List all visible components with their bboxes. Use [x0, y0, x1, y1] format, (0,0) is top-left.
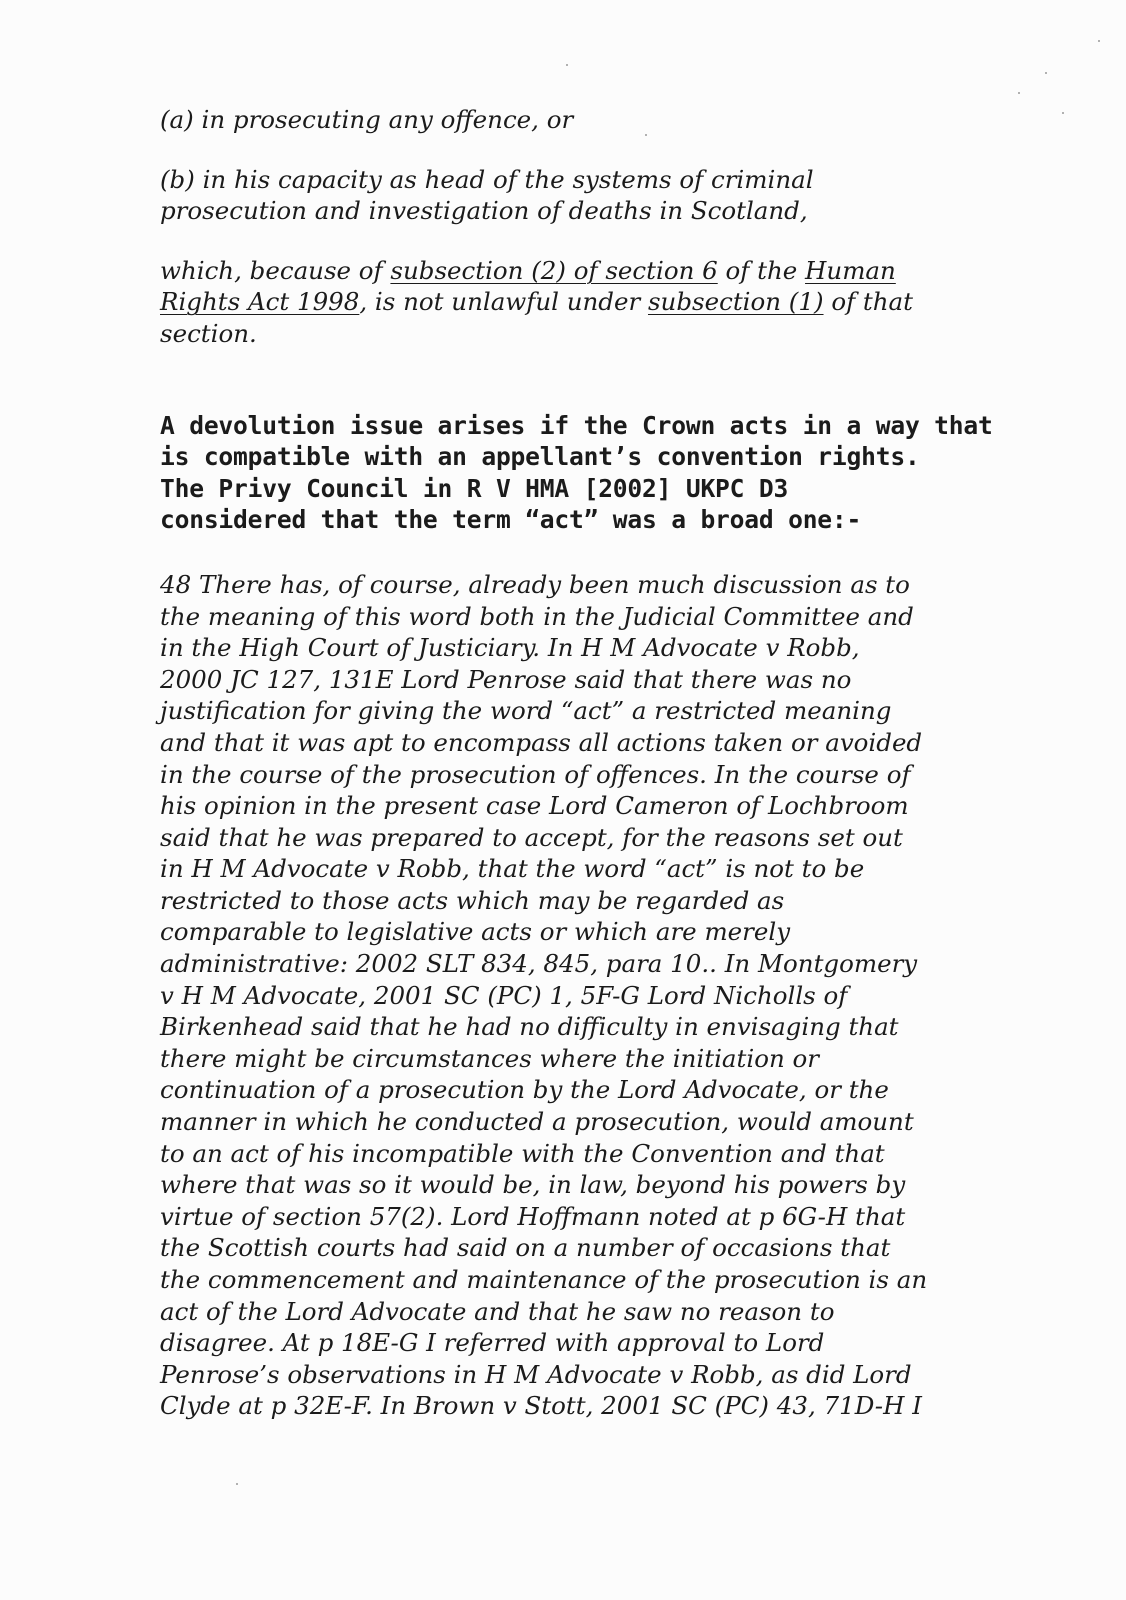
bold-line: is compatible with an appellant’s convention rights. — [160, 442, 920, 472]
quote-line: and that it was apt to encompass all actions taken or avoided — [160, 727, 923, 757]
subsection-2-link[interactable]: subsection (2) of section 6 — [390, 255, 718, 285]
quote-line: act of the Lord Advocate and that he saw no reason to — [160, 1296, 835, 1326]
item-b-line: (b) in his capacity as head of the systems of criminal — [160, 164, 814, 194]
quote-line: disagree. At p 18E-G I referred with approval to Lord — [160, 1328, 825, 1358]
bold-paragraph — [160, 410, 993, 536]
which-clause-line — [160, 255, 980, 287]
which-clause-line — [160, 286, 980, 318]
quote-line: the Scottish courts had said on a number of occasions that — [160, 1233, 891, 1263]
quote-line: where that was so it would be, in law, beyond his powers by — [160, 1170, 906, 1200]
which-clause-line: section. — [160, 318, 257, 348]
bold-line: A devolution issue arises if the Crown acts in a way that — [160, 410, 993, 440]
item-a-text: (a) in prosecuting any offence, or — [160, 105, 574, 134]
clause-text: , is not unlawful under — [359, 287, 648, 317]
human-rights-act-link[interactable]: Rights Act 1998 — [160, 287, 360, 317]
quoted-paragraph-48 — [160, 569, 980, 1422]
quote-line: comparable to legislative acts or which are merely — [160, 917, 791, 947]
quote-line: manner in which he conducted a prosecution, would amount — [160, 1107, 914, 1137]
quote-line: continuation of a prosecution by the Lord Advocate, or the — [160, 1075, 889, 1105]
clause-text: of the — [717, 255, 806, 285]
bold-line: The Privy Council in R V HMA [2002] UKPC D3 — [160, 473, 789, 503]
clause-text: which, because of — [160, 255, 391, 285]
human-rights-act-link[interactable]: Human — [805, 255, 896, 285]
subsection-1-link[interactable]: subsection (1) — [647, 287, 824, 317]
scan-speck — [1062, 112, 1064, 114]
quote-line: justification for giving the word “act” a restricted meaning — [160, 696, 892, 726]
quote-line: in the course of the prosecution of offences. In the course of — [160, 759, 911, 789]
quote-line: v H M Advocate, 2001 SC (PC) 1, 5F-G Lord Nicholls of — [160, 980, 848, 1010]
quote-line: in the High Court of Justiciary. In H M Advocate v Robb, — [160, 633, 860, 663]
quote-line: his opinion in the present case Lord Cameron of Lochbroom — [160, 791, 909, 821]
quote-line: Clyde at p 32E-F. In Brown v Stott, 2001 SC (PC) 43, 71D-H I — [160, 1391, 922, 1421]
quote-line: in H M Advocate v Robb, that the word “act” is not to be — [160, 854, 865, 884]
quote-line: the meaning of this word both in the Judicial Committee and — [160, 601, 914, 631]
item-a — [160, 104, 980, 136]
quote-line: the commencement and maintenance of the prosecution is an — [160, 1265, 928, 1294]
clause-text: of that — [823, 287, 914, 317]
item-b — [160, 164, 980, 227]
quote-line: virtue of section 57(2). Lord Hoffmann noted at p 6G-H that — [160, 1201, 906, 1231]
quote-line: to an act of his incompatible with the Convention and that — [160, 1138, 885, 1168]
quote-line: restricted to those acts which may be regarded as — [160, 885, 785, 915]
quote-line: there might be circumstances where the initiation or — [160, 1043, 819, 1073]
quote-line: administrative: 2002 SLT 834, 845, para 10.. In Montgomery — [160, 949, 918, 979]
quote-line: 2000 JC 127, 131E Lord Penrose said that there was no — [160, 664, 852, 694]
quote-line: said that he was prepared to accept, for the reasons set out — [160, 822, 903, 852]
scan-speck — [236, 1483, 238, 1485]
scan-speck — [1045, 72, 1047, 74]
bold-line: considered that the term “act” was a broad one:- — [160, 505, 862, 535]
scan-speck — [566, 64, 568, 66]
quote-line: 48 There has, of course, already been much discussion as to — [160, 569, 910, 599]
item-b-line: prosecution and investigation of deaths in Scotland, — [160, 196, 808, 226]
scan-speck — [1098, 40, 1100, 42]
scan-speck — [1018, 92, 1020, 94]
document-body — [160, 104, 993, 1422]
quote-line: Penrose’s observations in H M Advocate v Robb, as did Lord — [160, 1359, 912, 1389]
which-clause — [160, 255, 980, 350]
quote-line: Birkenhead said that he had no difficulty in envisaging that — [160, 1012, 899, 1042]
